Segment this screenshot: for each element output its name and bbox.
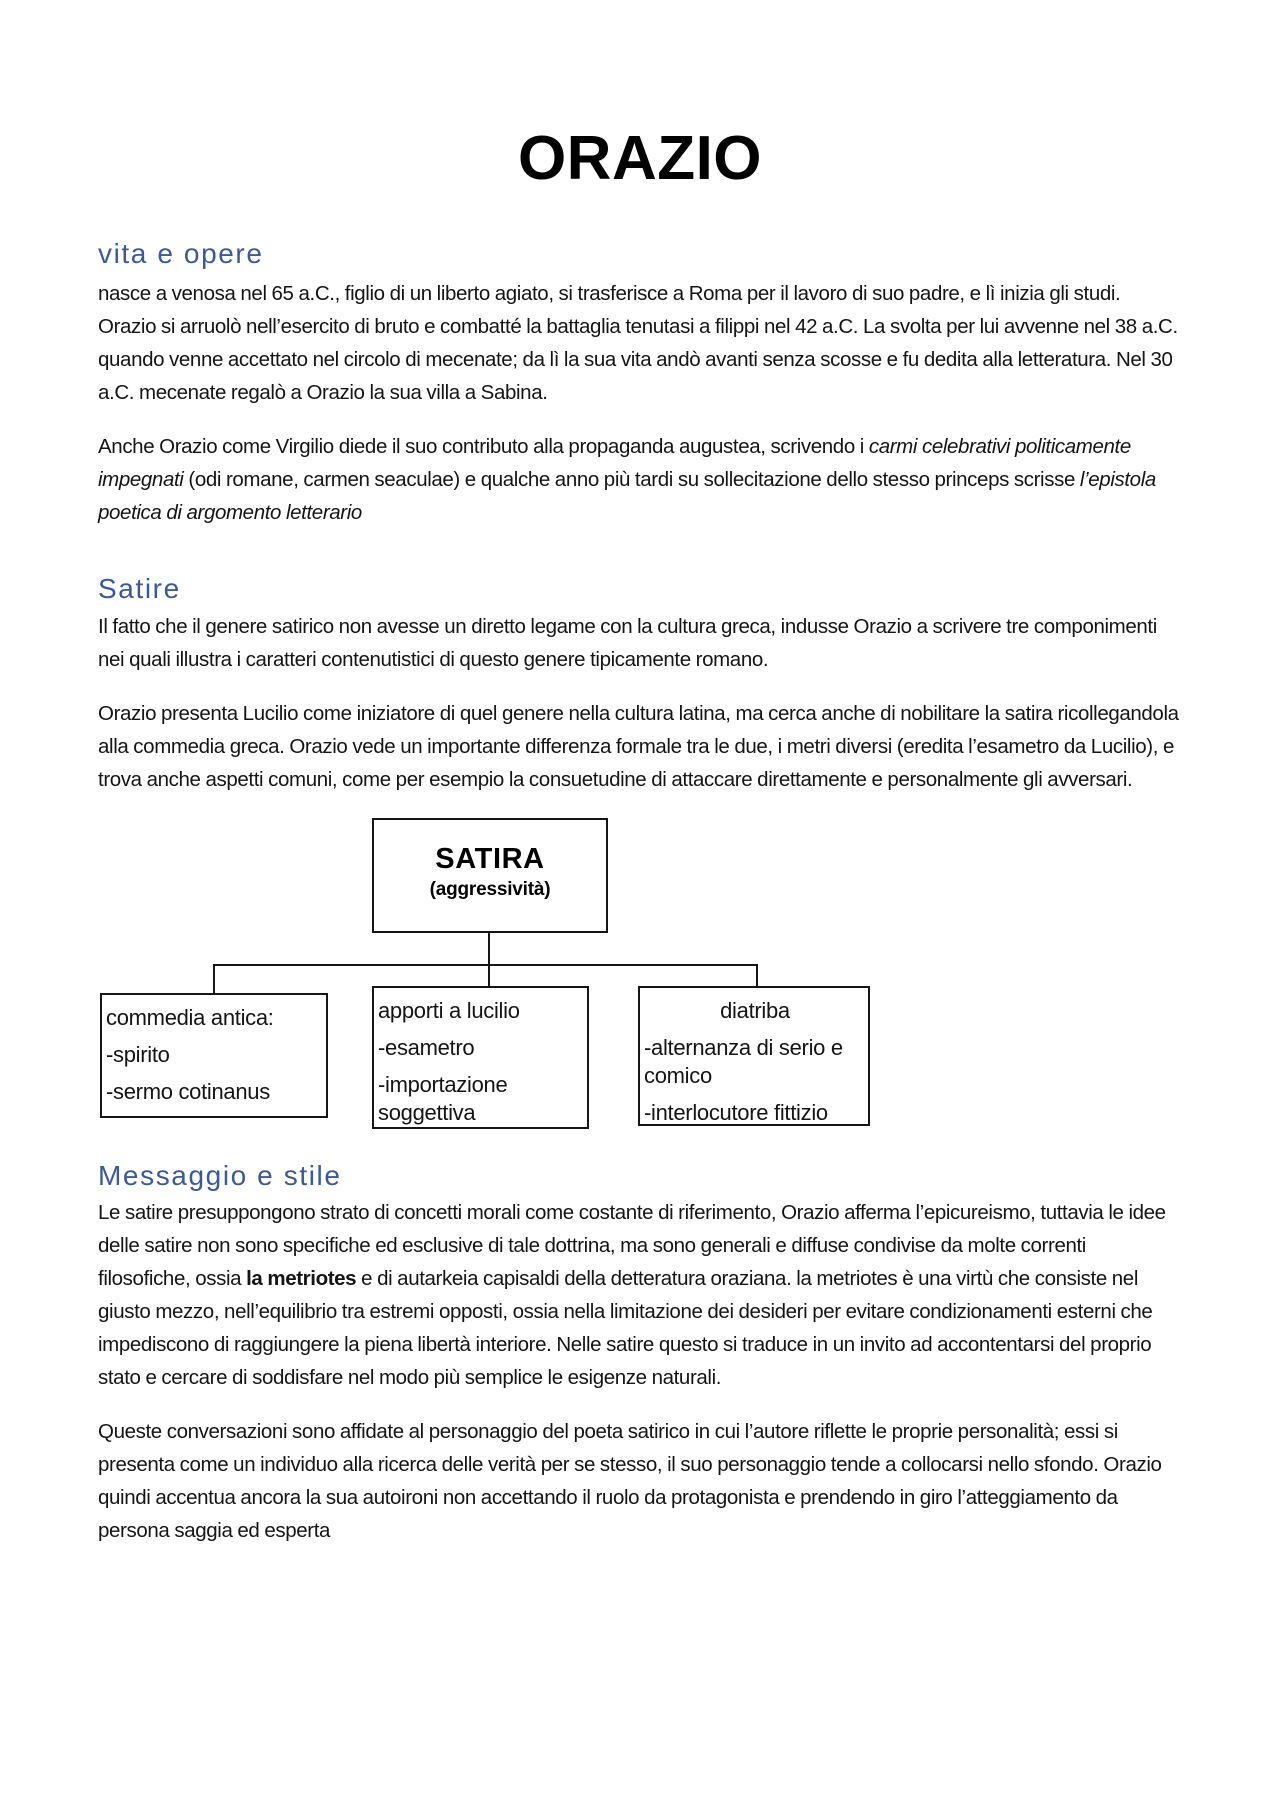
paragraph-messaggio-1-part-c: e di autarkeia capisaldi della detteratura oraziana. la metriotes è una virtù che consiste nel giusto mezzo, nell’equilibrio tra estremi opposti, ossia nella limitazione dei desideri per evitare condizionamenti esterni che impediscono di raggiungere la piena libertà interiore. Nelle satire questo si traduce in un invito ad accontentarsi del proprio stato e cercare di soddisfare nel modo più semplice le esigenze naturali. (98, 1267, 1153, 1389)
diagram-node-commedia-antica-line-1: commedia antica: (106, 1005, 274, 1030)
section-heading-satire: Satire (98, 573, 181, 604)
diagram-node-diatriba-line-1: diatriba (720, 998, 790, 1023)
connector-drop-right (756, 964, 758, 987)
diagram-node-commedia-antica-line-2: -spirito (106, 1042, 170, 1067)
paragraph-vita-1 (98, 277, 1182, 409)
paragraph-vita-2-part-a: Anche Orazio come Virgilio diede il suo contributo alla propaganda augustea, scrivendo i (98, 435, 869, 458)
diagram-node-apporti-line-2: -esametro (378, 1035, 475, 1060)
paragraph-satire-1 (98, 610, 1182, 676)
diagram-node-commedia-antica (100, 993, 328, 1118)
paragraph-vita-1-text: nasce a venosa nel 65 a.C., figlio di un liberto agiato, si trasferisce a Roma per il lavoro di suo padre, e lì inizia gli studi. Orazio si arruolò nell’esercito di bruto e combatté la battaglia tenutasi a filippi nel 42 a.C. La svolta per lui avvenne nel 38 a.C. quando venne accettato nel circolo di mecenate; da lì la sua vita andò avanti senza scosse e fu dedita alla letteratura. Nel 30 a.C. mecenate regalò a Orazio la sua villa a Sabina. (98, 282, 1178, 404)
diagram-node-satira-title: SATIRA (435, 843, 545, 875)
paragraph-messaggio-1-part-a: Le satire presuppongono strato di concetti morali come costante di riferimento, Orazio afferma l’epicureismo, tuttavia le idee delle satire non sono specifiche ed esclusive di tale dottrina, ma sono generali e diffuse condivise da molte correnti filosofiche, ossia (98, 1201, 1166, 1290)
diagram-node-diatriba-line-2: -alternanza di serio e comico (644, 1035, 843, 1088)
connector-drop-center (488, 964, 490, 987)
connector-drop-left (213, 964, 215, 994)
paragraph-vita-2-part-b: (odi romane, carmen seaculae) e qualche anno più tardi su sollecitazione dello stesso princeps scrisse (183, 468, 1080, 491)
paragraph-vita-2 (98, 430, 1182, 529)
paragraph-messaggio-2 (98, 1415, 1182, 1547)
page-title: ORAZIO (517, 124, 763, 193)
diagram-node-commedia-antica-line-3: -sermo cotinanus (106, 1079, 270, 1104)
paragraph-satire-2-text: Orazio presenta Lucilio come iniziatore di quel genere nella cultura latina, ma cerca anche di nobilitare la satira ricollegandola alla commedia greca. Orazio vede un importante differenza formale tra le due, i metri diversi (eredita l’esametro da Lucilio), e trova anche aspetti comuni, come per esempio la consuetudine di attaccare direttamente e personalmente gli avversari. (98, 702, 1179, 791)
diagram-node-apporti-line-3: -importazione soggettiva (378, 1072, 508, 1125)
paragraph-satire-1-text: Il fatto che il genere satirico non avesse un diretto legame con la cultura greca, indusse Orazio a scrivere tre componimenti nei quali illustra i caratteri contenutistici di questo genere tipicamente romano. (98, 615, 1157, 671)
paragraph-vita-2-italic-1: carmi celebrativi politicamente impegnati (98, 435, 1131, 491)
paragraph-messaggio-2-text: Queste conversazioni sono affidate al personaggio del poeta satirico in cui l’autore riflette le proprie personalità; essi si presenta come un individuo alla ricerca delle verità per se stesso, il suo personaggio tende a collocarsi nello sfondo. Orazio quindi accentua ancora la sua autoironi non accettando il ruolo da protagonista e prendendo in giro l’atteggiamento da persona saggia ed esperta (98, 1420, 1162, 1542)
diagram-node-apporti-line-1: apporti a lucilio (378, 998, 520, 1023)
diagram-node-satira-subtitle: (aggressività) (429, 878, 551, 900)
diagram-node-satira (372, 818, 608, 933)
connector-root-stem (488, 933, 490, 966)
section-heading-messaggio-e-stile: Messaggio e stile (98, 1160, 342, 1191)
paragraph-messaggio-1-bold: la metriotes (246, 1267, 357, 1290)
connector-horizontal-bus (213, 964, 758, 966)
diagram-node-diatriba (638, 986, 870, 1126)
section-heading-vita-e-opere: vita e opere (98, 238, 264, 269)
paragraph-vita-2-italic-2: l’epistola poetica di argomento letterario (98, 468, 1156, 524)
satira-diagram (100, 818, 882, 1128)
diagram-node-diatriba-line-3: -interlocutore fittizio (644, 1100, 828, 1125)
paragraph-satire-2 (98, 697, 1182, 796)
diagram-node-apporti-a-lucilio (372, 986, 589, 1129)
paragraph-messaggio-1 (98, 1196, 1182, 1394)
